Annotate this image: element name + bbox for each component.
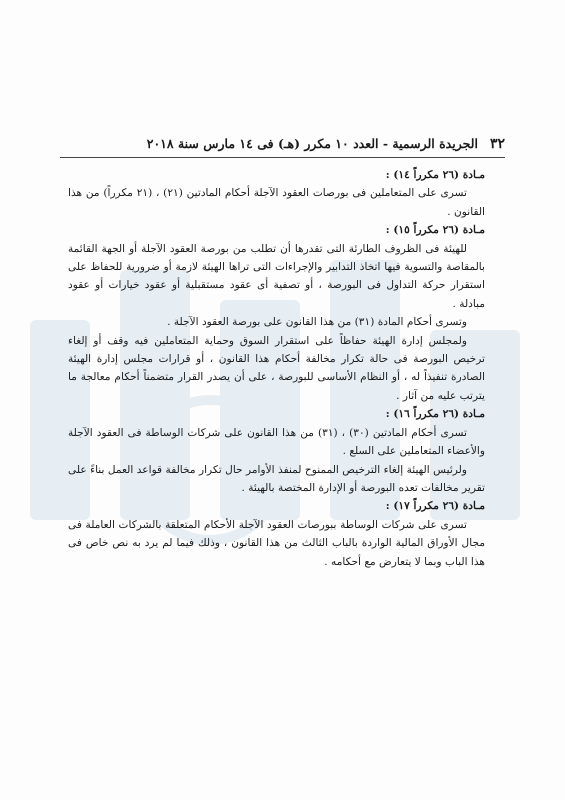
article-paragraph: تسرى أحكام المادتين (٣٠) ، (٣١) من هذا القانون على شركات الوساطة فى العقود الآجلة والأعضاء المتعاملين على السلع . xyxy=(68,426,485,458)
page-number: ٣٢ xyxy=(489,136,505,152)
article-heading: مـادة (٢٦ مكرراً ١٥) : xyxy=(385,224,485,237)
article-paragraph: تسرى على شركات الوساطة ببورصات العقود الآجلة الأحكام المتعلقة بالشركات العاملة فى مجال الأوراق المالية الواردة بالباب الثالث من هذا القانون ، وذلك فيما لم يرد به نص خاص فى هذا الباب وبما لا يتعارض مع أحكامه . xyxy=(68,518,485,568)
document-body xyxy=(68,166,485,571)
article-heading: مـادة (٢٦ مكرراً ١٧) : xyxy=(385,500,485,513)
article-paragraph: للهيئة فى الظروف الطارئة التى تقدرها أن تطلب من بورصة العقود الآجلة أو الجهة القائمة بالمقاصة والتسوية فيها اتخاذ التدابير والإجراءات التى تراها الهيئة لازمة أو ضرورية للحفاظ على استقرار حركة التداول فى البورصة ، أو تصفية أى عقود مستقبلية أو عقود خيارات أو عقود مبادلة . xyxy=(68,242,485,310)
header-divider xyxy=(60,157,505,158)
article-paragraph: ولمجلس إدارة الهيئة حفاظاً على استقرار السوق وحماية المتعاملين فيه وقف أو إلغاء ترخيص البورصة فى حالة تكرار مخالفة أحكام هذا القانون ، أو قرارات مجلس إدارة الهيئة الصادرة تنفيذاً له ، أو النظام الأساسى للبورصة ، على أن يصدر القرار متضمناً أحكام معالجة ما يترتب عليه من آثار . xyxy=(68,334,485,402)
article-paragraph: ولرئيس الهيئة إلغاء الترخيص الممنوح لمنفذ الأوامر حال تكرار مخالفة قواعد العمل بناءً على تقرير مخالفات تعده البورصة أو الإدارة المختصة بالهيئة . xyxy=(68,463,485,494)
article-paragraph: وتسرى أحكام المادة (٣١) من هذا القانون على بورصة العقود الآجلة . xyxy=(167,316,467,329)
article-heading: مـادة (٢٦ مكرراً ١٦) : xyxy=(385,408,485,421)
gazette-title: الجريدة الرسمية - العدد ١٠ مكرر (هـ) فى ١٤ مارس سنة ٢٠١٨ xyxy=(146,136,478,151)
page-header xyxy=(60,136,505,152)
article-heading: مـادة (٢٦ مكرراً ١٤) : xyxy=(385,169,485,181)
article-paragraph: تسرى على المتعاملين فى بورصات العقود الآجلة أحكام المادتين (٢١) ، (٢١ مكرراً) من هذا القانون . xyxy=(68,187,485,218)
